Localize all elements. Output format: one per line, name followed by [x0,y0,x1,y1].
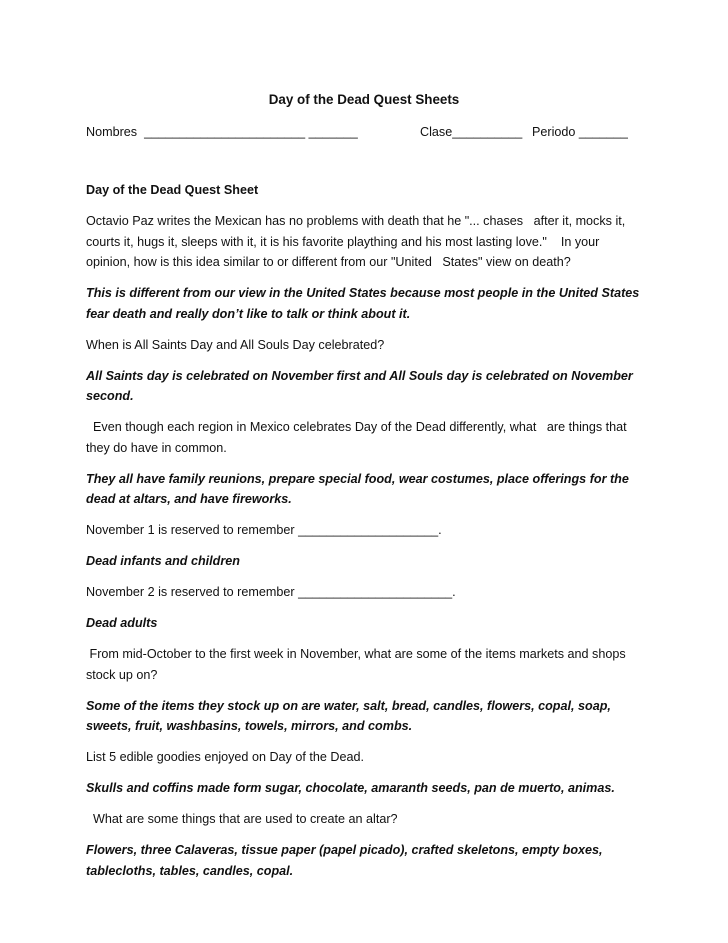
answer-6: Some of the items they stock up on are water, salt, bread, candles, flowers, copal, soap, sweets, fruit, washbasins, towels, mirrors, and combs. [86,698,611,733]
question-6: From mid-October to the first week in November, what are some of the items markets and shops stock up on? [86,647,630,682]
nombres-field: Nombres _______________________ _______ [86,125,358,139]
answer-3: They all have family reunions, prepare special food, wear costumes, place offerings for the dead at altars, and have fireworks. [86,471,629,506]
question-2: When is All Saints Day and All Souls Day celebrated? [86,337,385,352]
question-4: November 1 is reserved to remember ____________________. [86,523,442,537]
quest-content [86,180,642,892]
answer-4: Dead infants and children [86,554,240,568]
question-5: November 2 is reserved to remember ______________________. [86,585,456,599]
clase-field: Clase__________ [420,125,523,139]
question-7: List 5 edible goodies enjoyed on Day of the Dead. [86,750,364,764]
answer-2: All Saints day is celebrated on November first and All Souls day is celebrated on November second. [86,368,633,403]
question-1: Octavio Paz writes the Mexican has no problems with death that he "... chases after it, mocks it, courts it, hugs it, sleeps with it, it is his favorite plaything and his most lasting love." In your opinion, how is this idea similar to or different from our "United States" view on death? [86,214,629,269]
answer-1: This is different from our view in the United States because most people in the United States fear death and really don’t like to talk or think about it. [86,286,640,321]
section-title: Day of the Dead Quest Sheet [86,183,259,197]
question-8: What are some things that are used to create an altar? [86,812,398,826]
header-fields [86,122,642,142]
answer-5: Dead adults [86,616,158,630]
answer-7: Skulls and coffins made form sugar, chocolate, amaranth seeds, pan de muerto, animas. [86,781,615,795]
question-3: Even though each region in Mexico celebrates Day of the Dead differently, what are things that they do have in common. [86,420,631,455]
periodo-field: Periodo _______ [532,125,628,139]
answer-8: Flowers, three Calaveras, tissue paper (papel picado), crafted skeletons, empty boxes, tablecloths, tables, candles, copal. [86,843,603,878]
document-title: Day of the Dead Quest Sheets [268,92,460,107]
